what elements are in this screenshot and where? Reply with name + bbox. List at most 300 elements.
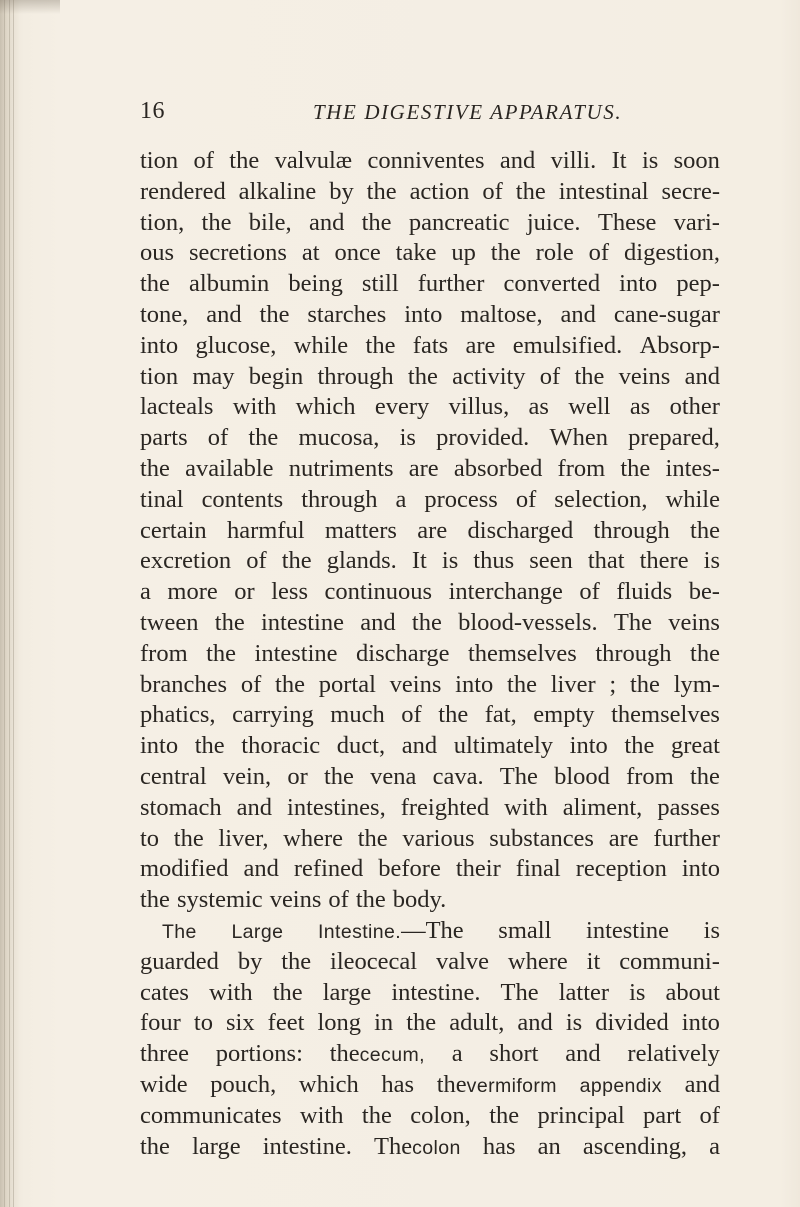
word-part: are	[408, 454, 439, 482]
word	[275, 670, 305, 701]
word-part: intestine	[254, 639, 338, 667]
word	[579, 577, 599, 608]
word-part: process	[424, 485, 498, 513]
word-part: once	[334, 239, 381, 267]
word-part: tone,	[140, 300, 189, 328]
word-part: which	[295, 393, 356, 421]
word	[408, 362, 438, 393]
word-part: ous	[140, 239, 175, 267]
word-part: pouch,	[210, 1070, 277, 1098]
word-part: the	[248, 424, 279, 452]
word-part: tion	[140, 147, 179, 174]
word	[268, 1008, 305, 1039]
text-line	[140, 947, 720, 978]
text-line	[140, 516, 720, 547]
word	[643, 1101, 681, 1132]
word-part: small	[498, 916, 552, 944]
word	[140, 762, 207, 793]
word-part: various	[402, 824, 475, 852]
text-line	[140, 1132, 720, 1163]
word-part: as	[629, 393, 651, 421]
text-line	[140, 916, 720, 947]
word-part: liver,	[218, 824, 269, 852]
text-line	[140, 670, 720, 701]
word-part: the	[436, 1070, 467, 1098]
word	[202, 208, 232, 239]
word	[195, 331, 276, 362]
text-line	[140, 238, 720, 269]
word	[595, 1008, 669, 1039]
word	[239, 177, 317, 208]
word	[362, 1101, 392, 1132]
word	[709, 1132, 720, 1163]
word-part: liver	[550, 670, 596, 698]
word-part: and	[360, 608, 396, 636]
text-line	[140, 854, 720, 885]
word-part: of	[401, 701, 422, 729]
word	[700, 1101, 720, 1132]
word-part: the	[206, 639, 237, 667]
word	[690, 639, 720, 670]
word-part: from	[557, 454, 606, 482]
word-part: the	[620, 454, 651, 482]
word-part: intestine	[260, 608, 344, 636]
word-part: absorbed	[453, 454, 543, 482]
word	[682, 854, 720, 885]
word	[685, 362, 720, 393]
word	[482, 177, 502, 208]
word	[507, 670, 537, 701]
word	[674, 208, 720, 239]
word	[437, 1070, 557, 1101]
word	[275, 146, 353, 177]
word	[624, 238, 720, 269]
word	[391, 978, 480, 1009]
word-part: into	[681, 855, 720, 883]
word	[551, 146, 597, 177]
word	[412, 608, 442, 639]
word-part: wide	[140, 1070, 188, 1098]
word-part: harmful	[226, 516, 305, 544]
word-part: action	[409, 177, 470, 205]
word-part: the	[259, 300, 290, 328]
page-binding-edge	[0, 0, 20, 1207]
word-part: the	[515, 177, 546, 205]
word-part: the	[690, 639, 720, 667]
small-caps-term: appendix	[579, 1074, 662, 1097]
word	[580, 1070, 662, 1101]
word-part: the	[140, 454, 170, 482]
word-part: a	[395, 485, 407, 513]
word-part: three	[140, 1040, 189, 1068]
word-part: intestine	[586, 916, 670, 944]
word	[454, 454, 542, 485]
word-part: juice.	[526, 208, 581, 236]
word	[402, 824, 474, 855]
word	[630, 392, 650, 423]
word-part: it	[586, 947, 601, 975]
word-part: modified	[140, 855, 229, 883]
word	[417, 516, 447, 547]
word-part: contents	[201, 485, 284, 513]
word	[255, 639, 338, 670]
word	[666, 454, 720, 485]
word	[410, 177, 470, 208]
text-line	[140, 485, 720, 516]
word	[140, 824, 159, 855]
word-part: the	[355, 886, 386, 914]
word-part: converted	[503, 270, 601, 298]
word	[337, 731, 385, 762]
word-part: the	[406, 1009, 437, 1037]
word	[666, 485, 720, 516]
word	[501, 978, 539, 1009]
word-part: of	[193, 147, 214, 174]
word-part: up	[451, 239, 476, 267]
word-part: themselves	[467, 639, 577, 667]
word-part: ascending,	[582, 1132, 687, 1160]
text-line	[140, 608, 720, 639]
word	[559, 978, 609, 1009]
word-part: ileocecal	[330, 947, 418, 975]
word-part: their	[455, 855, 501, 883]
text-line	[140, 392, 720, 423]
word	[318, 916, 464, 947]
word-part: at	[301, 239, 320, 267]
text-line	[140, 978, 720, 1009]
word	[620, 454, 650, 485]
word-part: intestinal	[558, 177, 649, 205]
word	[140, 1008, 181, 1039]
word	[595, 639, 671, 670]
word-part: and	[684, 1070, 720, 1098]
word	[270, 885, 322, 916]
word-part: blood	[554, 762, 610, 790]
word	[533, 700, 594, 731]
word	[140, 700, 216, 731]
word-part: digestion,	[624, 239, 720, 267]
word-part: and	[517, 1009, 553, 1037]
word	[549, 423, 608, 454]
word	[296, 392, 356, 423]
word-part: intestine.	[391, 978, 481, 1006]
word-part: lym-	[673, 670, 720, 698]
word-part: activity	[452, 362, 526, 390]
word-part: while	[665, 485, 720, 513]
word-part: every	[374, 393, 430, 421]
word-part: is	[641, 147, 659, 174]
word-part: to	[140, 824, 160, 852]
word	[554, 485, 647, 516]
word-part: secretions	[188, 239, 287, 267]
word	[325, 516, 397, 547]
word-part: through	[595, 639, 672, 667]
word	[288, 269, 342, 300]
word	[570, 731, 608, 762]
word-part: the	[407, 362, 438, 390]
word-part: while	[293, 331, 349, 359]
word	[460, 300, 542, 331]
word	[140, 238, 174, 269]
word-part: tion	[140, 362, 179, 390]
word	[662, 177, 720, 208]
word	[140, 177, 226, 208]
word	[167, 577, 217, 608]
word	[218, 824, 268, 855]
word-part: into	[140, 331, 179, 359]
word-part: of	[515, 485, 537, 513]
word-part: large	[322, 978, 372, 1006]
text-line	[140, 146, 720, 177]
word-part: other	[669, 393, 720, 421]
word-part: the	[324, 762, 354, 790]
word-part: tinal	[140, 485, 184, 513]
word-part: and	[401, 732, 438, 760]
word	[586, 916, 669, 947]
word	[449, 392, 510, 423]
word-part: the	[490, 239, 521, 267]
word	[192, 1132, 241, 1163]
word-part: soon	[673, 147, 720, 174]
word	[140, 485, 184, 516]
body-text	[140, 146, 720, 1162]
word	[551, 670, 596, 701]
word-part: of	[240, 670, 262, 698]
word-part: intestine.	[262, 1132, 352, 1160]
word	[334, 238, 380, 269]
word-part: into	[404, 300, 443, 328]
word	[307, 300, 386, 331]
word-part: parts	[140, 424, 188, 452]
word-part: the	[357, 824, 388, 852]
word	[630, 670, 660, 701]
word	[140, 454, 170, 485]
word-part: pep-	[676, 270, 720, 298]
word	[442, 546, 458, 577]
word	[192, 362, 234, 393]
word	[140, 516, 207, 547]
word-part: vein,	[222, 762, 272, 790]
word-part: still	[361, 270, 399, 298]
word-part: from	[626, 762, 674, 790]
word-part: by	[237, 947, 263, 975]
word-part: central	[140, 762, 207, 790]
corner-shadow	[0, 0, 60, 14]
word	[140, 1101, 282, 1132]
page-header	[140, 98, 740, 138]
word	[309, 208, 344, 239]
word	[140, 1132, 170, 1163]
word	[329, 177, 354, 208]
word	[670, 392, 720, 423]
word	[246, 546, 266, 577]
word-part: the	[229, 147, 260, 174]
word	[536, 238, 574, 269]
word-part: which	[298, 1070, 359, 1098]
word-part: much	[330, 701, 385, 729]
word	[234, 577, 254, 608]
word	[248, 423, 278, 454]
word-part: a	[451, 1040, 463, 1068]
text-line	[140, 824, 720, 855]
word-part: is	[703, 916, 720, 944]
word-part: of	[246, 547, 267, 575]
word	[206, 639, 236, 670]
word-part: The	[500, 978, 539, 1006]
word-part: cane-sugar	[613, 300, 720, 328]
word	[209, 978, 253, 1009]
word-part: less	[271, 578, 308, 606]
word	[229, 146, 259, 177]
word-part: discharge	[356, 639, 450, 667]
word-part: the	[507, 670, 537, 698]
word-part: has	[482, 1132, 516, 1160]
word-part: portions:	[215, 1040, 303, 1068]
text-line	[140, 269, 720, 300]
word-part: colon,	[410, 1101, 471, 1129]
word	[237, 793, 272, 824]
word-part: systemic	[176, 886, 263, 914]
word-part: maltose,	[460, 300, 543, 328]
word-part: fats	[412, 331, 449, 359]
word	[330, 947, 417, 978]
word	[402, 731, 437, 762]
word	[356, 885, 386, 916]
word-part: take	[395, 239, 437, 267]
word	[140, 423, 188, 454]
word	[140, 392, 213, 423]
text-line	[140, 577, 720, 608]
word-part: the	[689, 762, 720, 790]
word-part: Absorp-	[639, 331, 720, 359]
word-part: into	[455, 670, 494, 698]
word	[452, 362, 525, 393]
word-part: the	[574, 362, 605, 390]
word	[140, 731, 178, 762]
word	[540, 362, 560, 393]
word	[323, 978, 372, 1009]
word	[409, 454, 439, 485]
word-part: short	[489, 1040, 539, 1068]
word	[500, 146, 535, 177]
word-part: villus,	[448, 393, 510, 421]
word-part: the	[281, 547, 312, 575]
word-part: and	[308, 208, 345, 236]
word-part: further	[653, 824, 720, 852]
word	[140, 854, 228, 885]
word-part: is	[629, 978, 646, 1006]
small-caps-term: Large	[231, 920, 284, 943]
word-part: and	[565, 1040, 601, 1068]
word-part: feet	[267, 1009, 305, 1037]
word	[162, 916, 197, 947]
word	[378, 854, 441, 885]
word	[140, 1070, 188, 1101]
word-part: from	[140, 639, 188, 667]
word	[227, 516, 305, 547]
word	[393, 885, 447, 916]
binding-line	[4, 0, 5, 1207]
word	[202, 485, 284, 516]
word	[317, 362, 393, 393]
word	[356, 639, 449, 670]
word	[674, 670, 720, 701]
word	[685, 1070, 720, 1101]
word	[243, 854, 278, 885]
word-part: cava.	[432, 762, 484, 790]
word-part: the	[140, 1132, 170, 1160]
word-part: communi-	[619, 947, 720, 975]
word-part: stomach	[140, 793, 222, 821]
word	[328, 885, 348, 916]
word-part: into	[140, 732, 179, 760]
word	[358, 824, 388, 855]
word	[574, 362, 604, 393]
word	[563, 793, 643, 824]
word	[666, 978, 720, 1009]
word	[140, 885, 170, 916]
word	[319, 670, 376, 701]
word-part: is	[441, 547, 459, 575]
word	[400, 423, 416, 454]
word	[300, 1101, 344, 1132]
word	[140, 146, 178, 177]
word	[140, 639, 188, 670]
word-part: aliment,	[562, 793, 643, 821]
word	[140, 331, 178, 362]
word	[468, 639, 577, 670]
word	[587, 947, 601, 978]
word	[568, 392, 610, 423]
word-part: or	[234, 578, 255, 606]
word	[241, 731, 320, 762]
word	[452, 1039, 463, 1070]
word-part: thoracic	[241, 732, 321, 760]
word	[619, 362, 671, 393]
word	[395, 485, 406, 516]
word-part: of	[579, 578, 600, 606]
word	[609, 824, 639, 855]
word	[140, 947, 219, 978]
word	[381, 1070, 414, 1101]
small-caps-term: Intestine.	[317, 920, 402, 943]
text-line	[140, 731, 720, 762]
word-part: the	[365, 331, 396, 359]
word-part: The	[373, 1132, 413, 1160]
word-part: the	[214, 608, 245, 636]
word-part: selection,	[554, 485, 648, 513]
word	[374, 1132, 461, 1163]
text-line	[140, 208, 720, 239]
word-part: tween	[140, 608, 199, 636]
text-line	[140, 423, 720, 454]
word-part: where	[283, 824, 344, 852]
word	[263, 1132, 352, 1163]
word	[566, 1008, 582, 1039]
word	[516, 177, 546, 208]
word	[210, 1070, 276, 1101]
word	[529, 392, 549, 423]
word-part: interchange	[448, 578, 563, 606]
word-part: veins	[618, 362, 671, 390]
word	[690, 516, 720, 547]
word-part: body.	[392, 886, 447, 914]
word	[298, 423, 379, 454]
word	[238, 947, 263, 978]
word-part: further	[417, 270, 485, 298]
word-part: of	[328, 886, 349, 914]
word	[626, 762, 674, 793]
